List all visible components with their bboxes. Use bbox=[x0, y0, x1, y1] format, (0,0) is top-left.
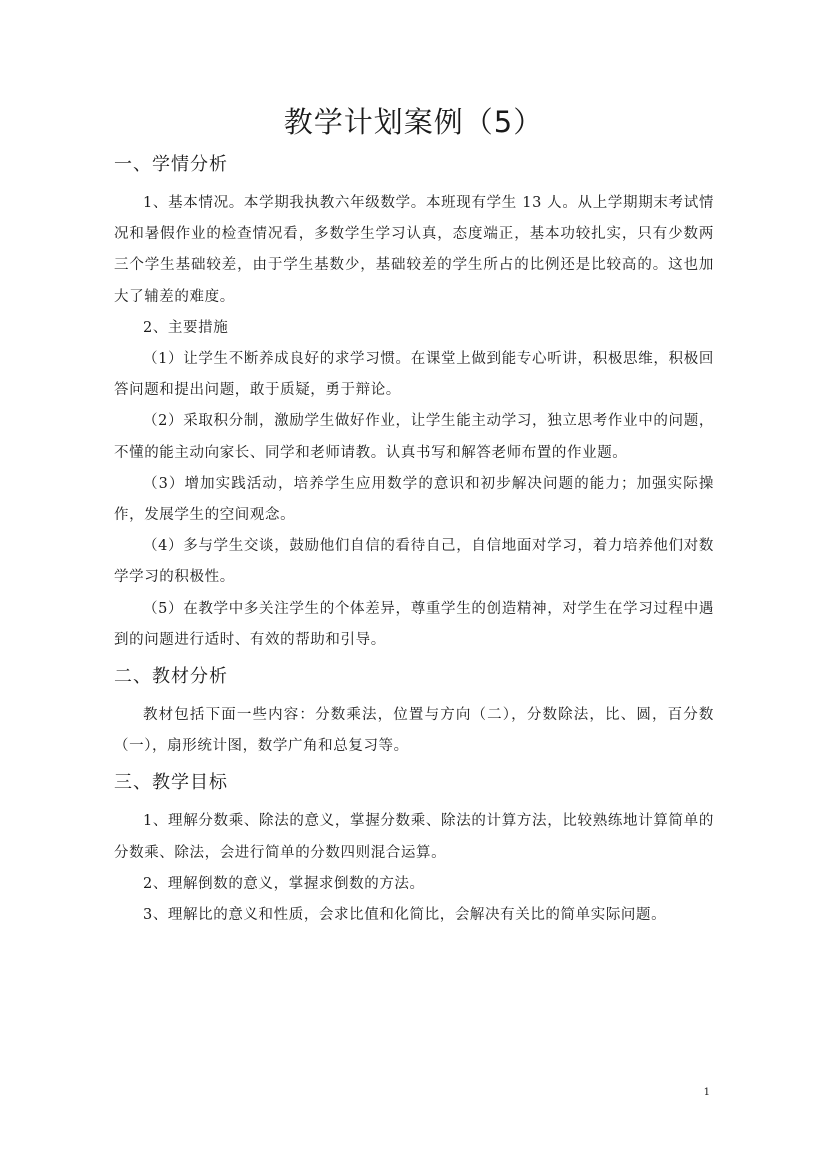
paragraph: （4）多与学生交谈，鼓励他们自信的看待自己，自信地面对学习，着力培养他们对数学学习的积极性。 bbox=[114, 538, 714, 586]
section-textbook-analysis bbox=[114, 664, 714, 762]
paragraph: 3、理解比的意义和性质，会求比值和化简比，会解决有关比的简单实际问题。 bbox=[143, 907, 667, 924]
paragraph: 1、基本情况。本学期我执教六年级数学。本班现有学生 13 人。从上学期期末考试情况和暑假作业的检查情况看，多数学生学习认真，态度端正，基本功较扎实，只有少数两三个学生基础较差，由于学生基数少，基础较差的学生所占的比例还是比较高的。这也加大了辅差的难度。 bbox=[114, 195, 714, 305]
paragraph: 2、主要措施 bbox=[143, 319, 229, 336]
paragraph: （1）让学生不断养成良好的求学习惯。在课堂上做到能专心听讲，积极思维，积极回答问题和提出问题，敢于质疑，勇于辩论。 bbox=[114, 351, 714, 399]
paragraph: 1、理解分数乘、除法的意义，掌握分数乘、除法的计算方法，比较熟练地计算简单的分数乘、除法，会进行简单的分数四则混合运算。 bbox=[114, 813, 714, 861]
paragraph: （5）在教学中多关注学生的个体差异，尊重学生的创造精神，对学生在学习过程中遇到的问题进行适时、有效的帮助和引导。 bbox=[114, 600, 714, 648]
section-heading: 一、学情分析 bbox=[114, 154, 228, 175]
paragraph: （2）采取积分制，激励学生做好作业，让学生能主动学习，独立思考作业中的问题，不懂的能主动向家长、同学和老师请教。认真书写和解答老师布置的作业题。 bbox=[114, 413, 714, 461]
section-heading: 二、教材分析 bbox=[114, 666, 228, 688]
paragraph: 2、理解倒数的意义，掌握求倒数的方法。 bbox=[143, 875, 425, 892]
document-body bbox=[114, 146, 714, 939]
paragraph: 教材包括下面一些内容：分数乘法，位置与方向（二），分数除法，比、圆，百分数（一），扇形统计图，数学广角和总复习等。 bbox=[114, 707, 714, 755]
section-heading: 三、教学目标 bbox=[114, 772, 228, 794]
section-teaching-goals bbox=[114, 770, 714, 931]
paragraph: （3）增加实践活动，培养学生应用数学的意识和初步解决问题的能力；加强实际操作，发展学生的空间观念。 bbox=[114, 475, 714, 524]
section-student-analysis bbox=[114, 152, 714, 656]
page-number: 1 bbox=[703, 1087, 710, 1098]
document-title: 教学计划案例（5） bbox=[283, 105, 544, 139]
